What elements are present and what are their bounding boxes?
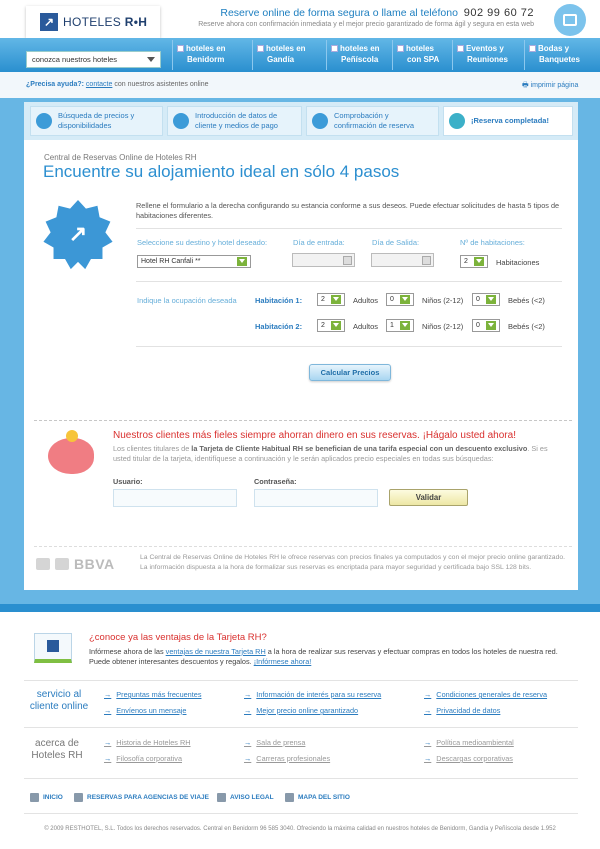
divider — [34, 546, 572, 547]
print-link[interactable]: 🖶 imprimir página — [522, 82, 579, 89]
divider — [24, 813, 578, 814]
exit-date-input[interactable] — [371, 253, 434, 267]
step-2: Introducción de datos de cliente y medios de pago — [167, 106, 302, 136]
search-icon — [36, 113, 52, 129]
babies-label: Bebés (<2) — [508, 296, 545, 305]
divider — [136, 281, 562, 282]
nav-arrow-icon — [177, 45, 184, 52]
entry-date-input[interactable] — [292, 253, 355, 267]
adults-label: Adultos — [353, 296, 379, 305]
username-input[interactable] — [113, 489, 237, 507]
coin-icon — [66, 430, 78, 442]
step-3: Comprobación y confirmación de reserva — [306, 106, 439, 136]
babies-label: Bebés (<2) — [508, 322, 545, 331]
check-icon — [449, 113, 465, 129]
refresh-icon — [312, 113, 328, 129]
card-promo-text: Infórmese ahora de las ventajas de nuestra Tarjeta RH a la hora de realizar sus reservas y efectuar compras en todos los hoteles de nuestra red. Puede obtener interesantes descuentos y regalos. ¡Infórmese ahora! — [89, 647, 558, 666]
nav-item-gandia[interactable]: hoteles en Gandía — [252, 40, 326, 70]
validate-button[interactable]: Validar — [389, 489, 468, 506]
room-2-babies-select[interactable]: 0 — [472, 319, 500, 332]
password-label: Contraseña: — [254, 477, 297, 486]
nav-arrow-icon — [257, 45, 264, 52]
shopping-bag-icon[interactable] — [554, 4, 586, 36]
divider — [136, 346, 562, 347]
agency-icon — [74, 793, 83, 802]
logo-mark-icon: ↗ — [40, 13, 58, 31]
lock-icon — [36, 558, 50, 570]
nav-item-peniscola[interactable]: hoteles en Peñíscola — [326, 40, 392, 70]
footer-link[interactable]: → Historia de Hoteles RH — [104, 738, 191, 747]
occupancy-label: Indique la ocupación deseada — [137, 296, 237, 305]
chevron-down-icon — [400, 321, 410, 330]
footer-link[interactable]: → Filosofía corporativa — [104, 754, 182, 763]
destination-select[interactable]: Hotel RH Canfali ** — [137, 255, 251, 268]
step-4: ¡Reserva completada! — [443, 106, 573, 136]
divider — [24, 778, 578, 779]
card-promo-title: ¿conoce ya las ventajas de la Tarjeta RH? — [89, 632, 267, 643]
loyalty-text: Los clientes titulares de la Tarjeta de Cliente Habitual RH se benefician de una tarifa especial con un descuento exclusivo. Si es usted titular de la tarjeta, identifíquese a continuación y le serán aplicados precio especiales en todas sus búsquedas: — [113, 444, 548, 463]
nav-arrow-icon — [331, 45, 338, 52]
calculate-prices-button[interactable]: Calcular Precios — [309, 364, 391, 381]
nav-arrow-icon — [397, 45, 404, 52]
breadcrumb: Central de Reservas Online de Hoteles RH — [44, 153, 197, 162]
footer-link[interactable]: → Carreras profesionales — [244, 754, 331, 763]
divider — [136, 228, 562, 229]
card-benefits-link[interactable]: ventajas de nuestra Tarjeta RH — [165, 647, 266, 656]
card-icon — [55, 558, 69, 570]
destination-label: Seleccione su destino y hotel deseado: — [137, 238, 268, 247]
service-heading: servicio al cliente online — [29, 689, 89, 712]
bank-logo: BBVA — [74, 556, 115, 572]
children-label: Niños (2-12) — [422, 296, 464, 305]
footer-link[interactable]: → Privacidad de datos — [424, 706, 501, 715]
chevron-down-icon — [486, 321, 496, 330]
nav-item-bodas[interactable]: Bodas y Banquetes — [524, 40, 600, 70]
sitemap-icon — [285, 793, 294, 802]
info-now-link[interactable]: ¡Infórmese ahora! — [253, 657, 312, 666]
home-link[interactable]: INICIO — [30, 793, 63, 802]
security-text: La Central de Reservas Online de Hoteles RH le ofrece reservas con precios finales ya computados y con el mejor precio online garantizado. La información dispuesta a la hora de formalizar sus reservas es encriptada para mayor seguridad y certificada bajo SSL 128 bits. — [140, 554, 566, 571]
contact-link[interactable]: contacte — [85, 81, 113, 88]
footer-stripe — [0, 604, 600, 612]
nav-item-benidorm[interactable]: hoteles en Benidorm — [172, 40, 252, 70]
copyright: © 2009 RESTHOTEL, S.L. Todos los derechos reservados. Central en Benidorm 96 585 3040. Ofreciendo la máxima calidad en nuestros hoteles de Benidorm, Gandía y Peñíscola desde 1.952 — [44, 826, 556, 832]
nav-arrow-icon — [529, 45, 536, 52]
footer-link[interactable]: → Envíenos un mensaje — [104, 706, 187, 715]
room-1-label: Habitación 1: — [255, 296, 303, 305]
loyalty-title: Nuestros clientes más fieles siempre ahorran dinero en sus reservas. ¡Hágalo usted ahora! — [113, 430, 516, 441]
card-promo-icon — [34, 633, 72, 663]
user-icon — [173, 113, 189, 129]
header-subline: Reserve ahora con confirmación inmediata y el mejor precio garantizado de forma ágil y segura en esta web — [198, 21, 534, 28]
security-logos — [36, 556, 130, 572]
rooms-label: Nº de habitaciones: — [460, 238, 525, 247]
page-title: Encuentre su alojamiento ideal en sólo 4 pasos — [43, 162, 400, 181]
room-1-adults-select[interactable]: 2 — [317, 293, 345, 306]
chevron-down-icon — [331, 321, 341, 330]
rooms-select[interactable]: 2 — [460, 255, 488, 268]
nav-item-eventos[interactable]: Eventos y Reuniones — [452, 40, 524, 70]
password-input[interactable] — [254, 489, 378, 507]
logo[interactable] — [26, 6, 160, 38]
calendar-icon[interactable] — [422, 256, 431, 265]
footer-link[interactable]: → Preguntas más frecuentes — [104, 690, 202, 699]
logo-mark-icon: ↗ — [68, 221, 88, 246]
sitemap-link[interactable]: MAPA DEL SITIO — [285, 793, 350, 802]
legal-icon — [217, 793, 226, 802]
rooms-unit: Habitaciones — [496, 258, 540, 267]
intro-text: Rellene el formulario a la derecha configurando su estancia conforme a sus deseos. Puede efectuar solicitudes de hasta 5 tipos de habitaciones diferentes. — [136, 201, 560, 220]
footer-link[interactable]: → Política medioambiental — [424, 738, 514, 747]
piggy-bank-icon — [48, 438, 94, 474]
chevron-down-icon — [147, 57, 155, 62]
divider — [34, 420, 572, 421]
agencies-link[interactable]: RESERVAS PARA AGENCIAS DE VIAJE — [74, 793, 209, 802]
nav-arrow-icon — [457, 45, 464, 52]
room-2-adults-select[interactable]: 2 — [317, 319, 345, 332]
step-1: Búsqueda de precios y disponibilidades — [30, 106, 163, 136]
chevron-down-icon — [400, 295, 410, 304]
phone-line: Reserve online de forma segura o llame al teléfono 902 99 60 72 — [220, 7, 534, 19]
hotel-select[interactable]: conozca nuestros hoteles — [26, 51, 161, 68]
room-2-label: Habitación 2: — [255, 322, 303, 331]
exit-date-label: Día de Salida: — [372, 238, 420, 247]
divider — [24, 680, 578, 681]
chevron-down-icon — [331, 295, 341, 304]
footer-link[interactable]: → Descargas corporativas — [424, 754, 513, 763]
about-heading: acerca de Hoteles RH — [31, 738, 83, 761]
footer-link[interactable]: → Información de interés para su reserva — [244, 690, 382, 699]
logo-text: HOTELES R•H — [63, 15, 148, 29]
room-1-babies-select[interactable]: 0 — [472, 293, 500, 306]
room-1-children-select[interactable]: 0 — [386, 293, 414, 306]
children-label: Niños (2-12) — [422, 322, 464, 331]
room-2-children-select[interactable]: 1 — [386, 319, 414, 332]
help-text: ¿Precisa ayuda?: contacte con nuestros asistentes online — [26, 81, 209, 88]
chevron-down-icon — [486, 295, 496, 304]
divider — [24, 727, 578, 728]
calendar-icon[interactable] — [343, 256, 352, 265]
nav-item-spa[interactable]: hoteles con SPA — [392, 40, 452, 70]
chevron-down-icon — [474, 257, 484, 266]
entry-date-label: Día de entrada: — [293, 238, 345, 247]
phone-number: 902 99 60 72 — [463, 7, 534, 19]
adults-label: Adultos — [353, 322, 379, 331]
username-label: Usuario: — [113, 477, 143, 486]
footer-link[interactable]: → Mejor precio online garantizado — [244, 706, 359, 715]
footer-link[interactable]: → Condiciones generales de reserva — [424, 690, 548, 699]
home-icon — [30, 793, 39, 802]
legal-link[interactable]: AVISO LEGAL — [217, 793, 274, 802]
footer-link[interactable]: → Sala de prensa — [244, 738, 306, 747]
chevron-down-icon — [237, 257, 247, 266]
